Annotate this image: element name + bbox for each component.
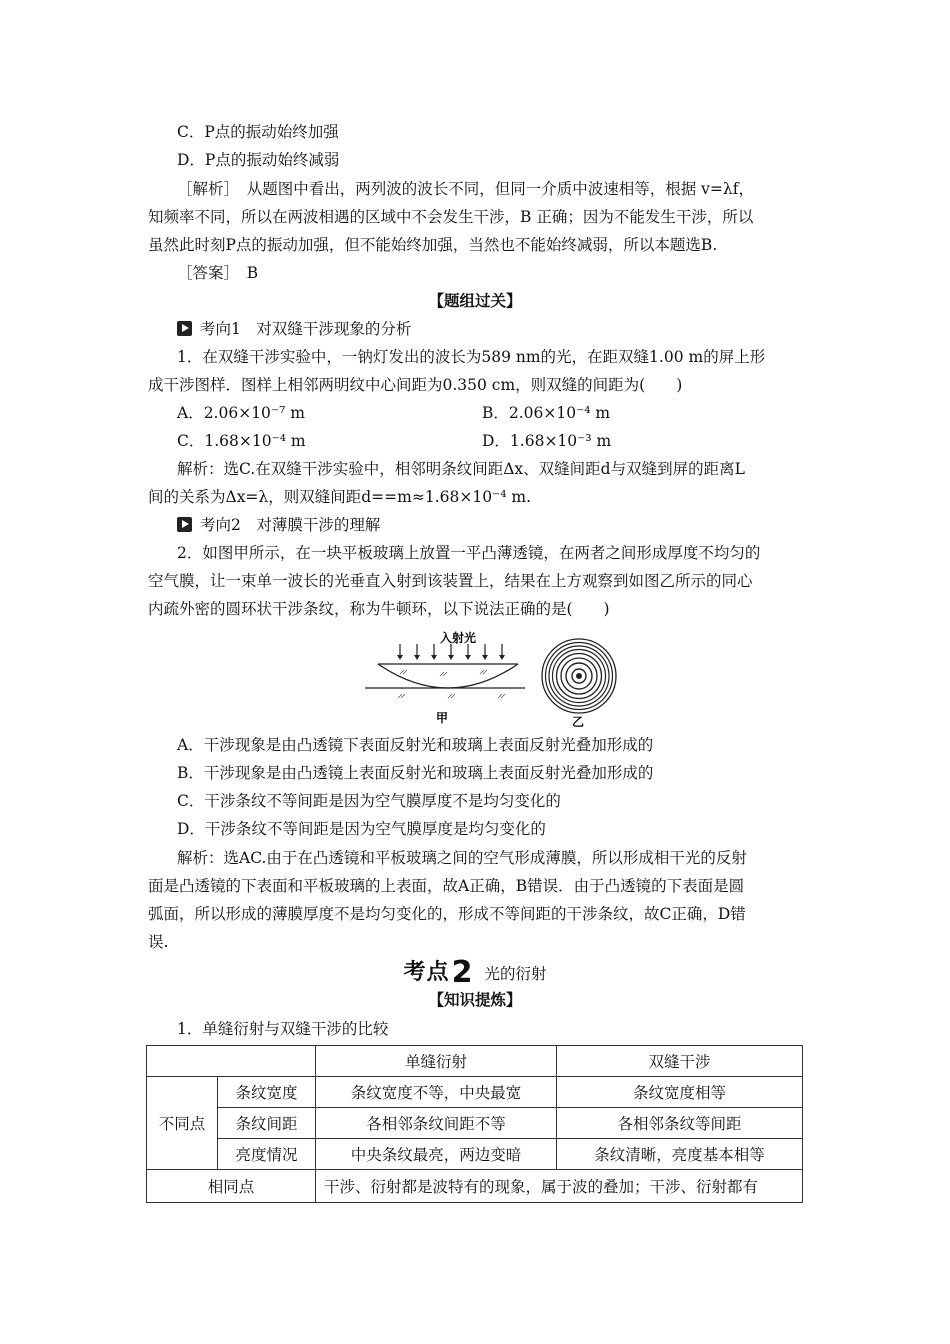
- play-icon: [177, 517, 192, 532]
- section-heading: [0, 955, 950, 990]
- table-header-cell: [147, 1046, 316, 1077]
- lens-curve: [378, 664, 518, 688]
- group-title: 【题组过关】: [428, 291, 522, 310]
- table-row: [147, 1139, 803, 1170]
- hatch-marks: [398, 670, 505, 698]
- table-cell: 中央条纹最亮，两边变暗: [316, 1139, 557, 1170]
- same-text-cell: 干涉、衍射都是波特有的现象，属于波的叠加；干涉、衍射都有: [316, 1170, 803, 1203]
- table-cell: 条纹宽度不等，中央最宽: [316, 1077, 557, 1108]
- q1-option-c: C．1.68×10⁻⁴ m: [177, 432, 306, 450]
- newton-rings: [542, 639, 616, 713]
- kaodian-number: 2: [451, 955, 473, 990]
- option-c-prev: C．P点的振动始终加强: [177, 123, 339, 141]
- question-2-line: 内疏外密的圆环状干涉条纹，称为牛顿环，以下说法正确的是( ): [148, 600, 610, 618]
- q2-solution: 误.: [148, 933, 169, 951]
- q1-solution: 间的关系为Δx=λ，则双缝间距d==m≈1.68×10⁻⁴ m.: [148, 488, 531, 506]
- arrow-heads: [397, 655, 505, 660]
- question-1-line: 1．在双缝干涉实验中，一钠灯发出的波长为589 nm的光，在距双缝1.00 m的屏上形: [177, 348, 766, 366]
- direction-2-text: 考向2 对薄膜干涉的理解: [200, 516, 381, 534]
- table-cell: 各相邻条纹间距不等: [316, 1108, 557, 1139]
- answer-line: ［答案］ B: [177, 264, 259, 282]
- question-2-line: 2．如图甲所示，在一块平板玻璃上放置一平凸薄透镜，在两者之间形成厚度不均匀的: [177, 544, 761, 562]
- same-label-cell: 相同点: [147, 1170, 316, 1203]
- section-title: 光的衍射: [484, 965, 547, 983]
- q2-option-b: B．干涉现象是由凸透镜上表面反射光和玻璃上表面反射光叠加形成的: [177, 764, 654, 782]
- table-row: [147, 1108, 803, 1139]
- q2-option-c: C．干涉条纹不等间距是因为空气膜厚度不是均匀变化的: [177, 792, 561, 810]
- label-yi: 乙: [572, 715, 585, 729]
- row-label-cell: 条纹间距: [218, 1108, 316, 1139]
- question-2-line: 空气膜，让一束单一波长的光垂直入射到该装置上，结果在上方观察到如图乙所示的同心: [148, 572, 753, 590]
- incident-arrows: [400, 644, 502, 656]
- row-label-cell: 条纹宽度: [218, 1077, 316, 1108]
- comparison-table: [146, 1045, 803, 1203]
- lens-diagram: [365, 630, 525, 725]
- table-row: [147, 1170, 803, 1203]
- table-row: [147, 1077, 803, 1108]
- direction-1: [177, 318, 411, 340]
- row-label-cell: 亮度情况: [218, 1139, 316, 1170]
- analysis-line: 虽然此时刻P点的振动加强，但不能始终加强，当然也不能始终减弱，所以本题选B.: [148, 236, 718, 254]
- table-cell: 条纹宽度相等: [557, 1077, 803, 1108]
- table-cell: 各相邻条纹等间距: [557, 1108, 803, 1139]
- analysis-line: 知频率不同，所以在两波相遇的区域中不会发生干涉，B 正确；因为不能发生干涉，所以: [148, 208, 754, 226]
- q1-option-d: D．1.68×10⁻³ m: [482, 432, 612, 450]
- play-icon: [177, 321, 192, 336]
- label-jia: 甲: [436, 711, 449, 725]
- q1-option-b: B．2.06×10⁻⁴ m: [482, 404, 611, 422]
- knowledge-title: 【知识提炼】: [428, 990, 522, 1009]
- q2-option-d: D．干涉条纹不等间距是因为空气膜厚度是均匀变化的: [177, 820, 546, 838]
- q2-option-a: A．干涉现象是由凸透镜下表面反射光和玻璃上表面反射光叠加形成的: [177, 736, 654, 754]
- direction-1-text: 考向1 对双缝干涉现象的分析: [200, 320, 412, 338]
- table-cell: 条纹清晰，亮度基本相等: [557, 1139, 803, 1170]
- table-row: [147, 1046, 803, 1077]
- table-header-cell: 双缝干涉: [557, 1046, 803, 1077]
- analysis-line: ［解析］ 从题图中看出，两列波的波长不同，但同一介质中波速相等，根据 v=λf，: [177, 180, 754, 198]
- q2-solution: 弧面，所以形成的薄膜厚度不是均匀变化的，形成不等间距的干涉条纹，故C正确，D错: [148, 905, 746, 923]
- direction-2: [177, 514, 380, 536]
- group-label-cell: 不同点: [147, 1077, 218, 1170]
- incident-light-label: 入射光: [440, 631, 477, 645]
- question-1-line: 成干涉图样．图样上相邻两明纹中心间距为0.350 cm，则双缝的间距为( ): [148, 376, 683, 394]
- table-header-cell: 单缝衍射: [316, 1046, 557, 1077]
- newton-ring-figure: [360, 631, 620, 730]
- option-d-prev: D．P点的振动始终减弱: [177, 151, 340, 169]
- q1-option-a: A．2.06×10⁻⁷ m: [177, 404, 305, 422]
- q2-solution: 面是凸透镜的下表面和平板玻璃的上表面，故A正确，B错误．由于凸透镜的下表面是圆: [148, 877, 745, 895]
- item-1: 1．单缝衍射与双缝干涉的比较: [177, 1020, 389, 1038]
- kaodian-label: 考点: [403, 960, 450, 985]
- q1-solution: 解析：选C.在双缝干涉实验中，相邻明条纹间距Δx、双缝间距d与双缝到屏的距离L: [177, 460, 745, 478]
- q2-solution: 解析：选AC.由于在凸透镜和平板玻璃之间的空气形成薄膜，所以形成相干光的反射: [177, 849, 747, 867]
